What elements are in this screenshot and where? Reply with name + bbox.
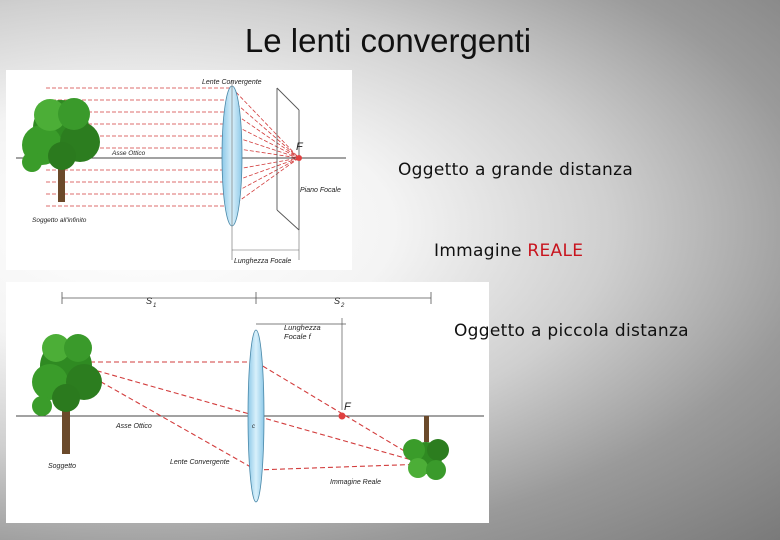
focal-plane-label: Piano Focale bbox=[300, 187, 341, 194]
object-tree-icon bbox=[32, 334, 102, 454]
converging-lens bbox=[248, 330, 264, 502]
image-tree-icon bbox=[403, 416, 449, 480]
s1-subscript: 1 bbox=[153, 303, 157, 309]
axis-label: Asse Ottico bbox=[116, 423, 152, 430]
caption-far-object: Oggetto a grande distanza bbox=[398, 160, 634, 180]
caption-image-type: REALE bbox=[527, 241, 584, 261]
near-object-diagram bbox=[6, 282, 489, 523]
axis-label: Asse Ottico bbox=[112, 150, 146, 157]
center-label: c bbox=[252, 424, 255, 430]
caption-near-object: Oggetto a piccola distanza bbox=[454, 321, 689, 341]
focal-length-label-1: Lunghezza bbox=[284, 323, 321, 332]
focal-length-label: Lunghezza Focale bbox=[234, 258, 292, 265]
far-object-diagram bbox=[6, 70, 352, 270]
focal-length-label-2: Focale f bbox=[284, 332, 311, 341]
near-object-diagram-svg bbox=[6, 282, 489, 523]
slide-title: Le lenti convergenti bbox=[244, 22, 532, 59]
s1-label: S bbox=[146, 296, 153, 306]
focus-label: F bbox=[296, 141, 303, 153]
s2-subscript: 2 bbox=[341, 303, 345, 309]
s2-label: S bbox=[334, 296, 341, 306]
focus-point bbox=[296, 155, 302, 161]
subject-label: Soggetto all'infinito bbox=[32, 217, 87, 224]
lens-label: Lente Convergente bbox=[202, 79, 262, 86]
caption-image-prefix: Immagine bbox=[434, 241, 528, 261]
image-label: Immagine Reale bbox=[330, 479, 381, 486]
focus-point bbox=[339, 413, 346, 420]
far-object-diagram-svg bbox=[6, 70, 352, 270]
caption-real-image bbox=[434, 241, 583, 261]
focus-label: F bbox=[344, 401, 351, 413]
lens-label: Lente Convergente bbox=[170, 459, 230, 466]
subject-label: Soggetto bbox=[48, 463, 77, 470]
tree-icon bbox=[22, 98, 100, 202]
